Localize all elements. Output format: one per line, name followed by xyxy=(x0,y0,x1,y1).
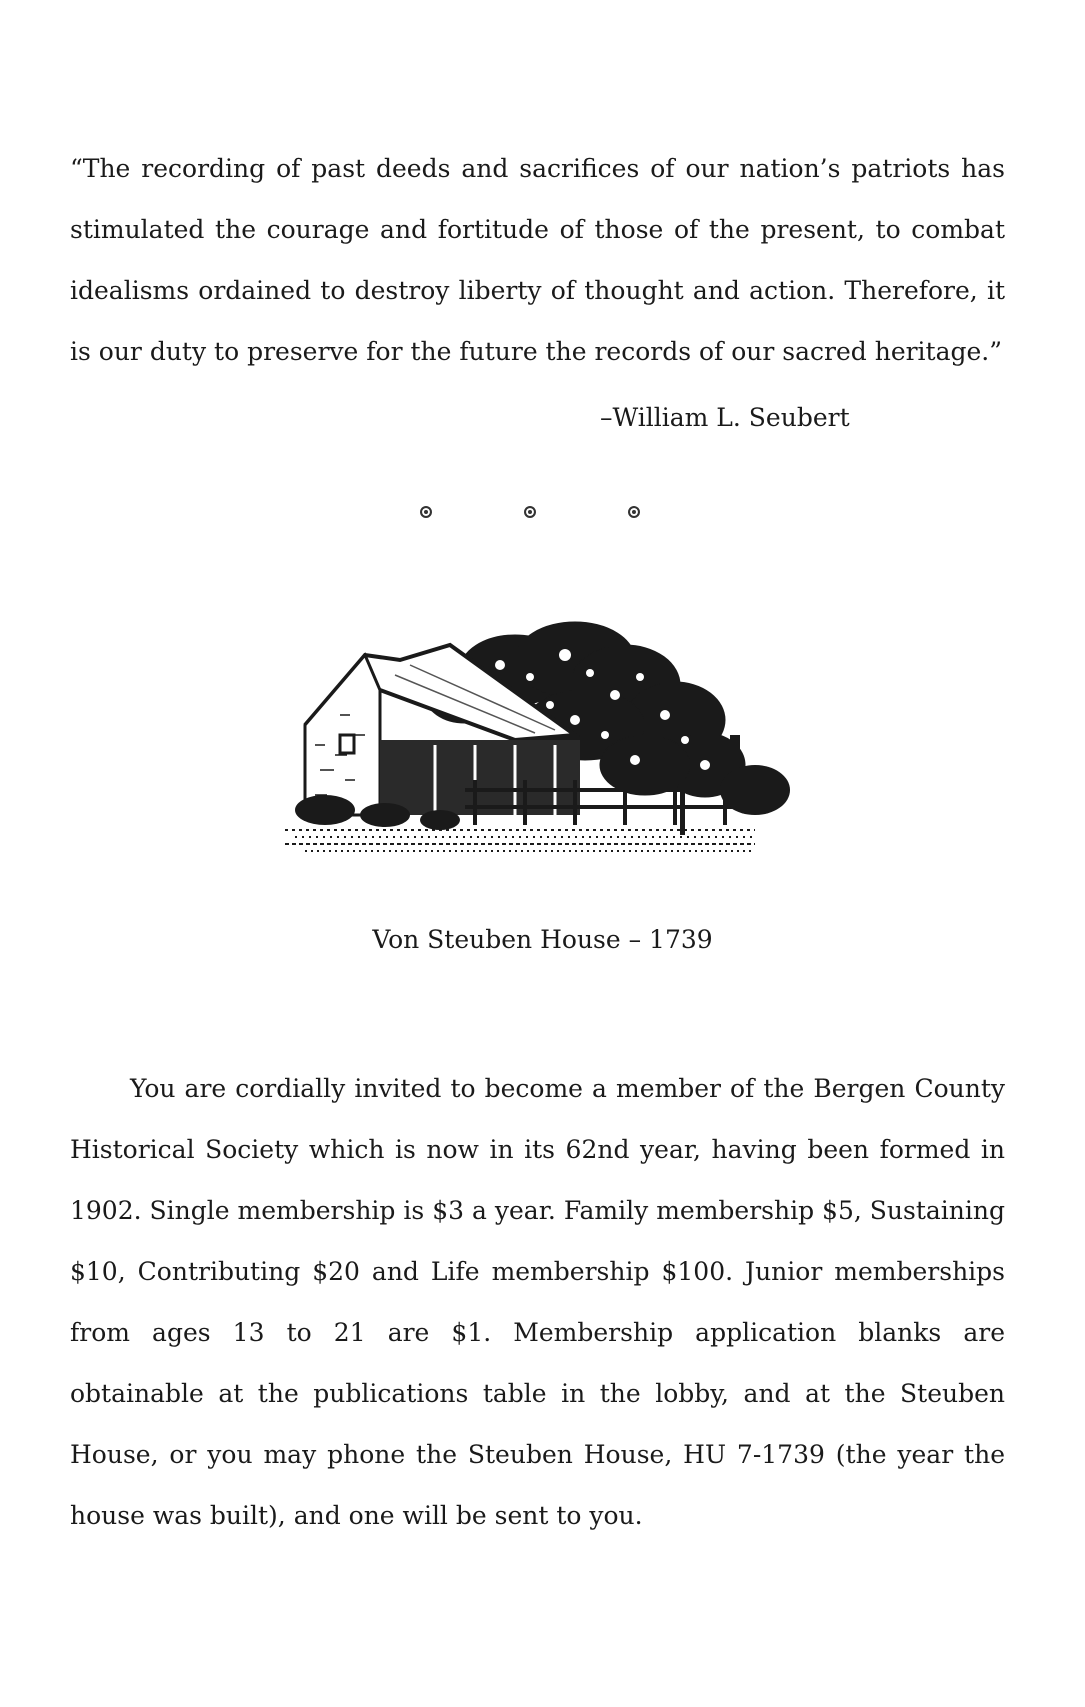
ornament-1-icon xyxy=(420,506,432,518)
house-window-1 xyxy=(340,735,354,753)
illustration-caption: Von Steuben House – 1739 xyxy=(372,925,713,954)
house-porch xyxy=(380,740,580,815)
quote-attribution: –William L. Seubert xyxy=(600,403,850,432)
ornament-divider xyxy=(420,500,640,524)
house-illustration xyxy=(285,615,805,915)
ornament-3-icon xyxy=(628,506,640,518)
ornament-2-icon xyxy=(524,506,536,518)
quote-paragraph: “The recording of past deeds and sacrifices of our nation’s patriots has stimulated the courage and fortitude of those of the present, to combat idealisms ordained to destroy liberty of thought and action. Therefore, it is our duty to preserve for the future the records of our sacred heritage.” xyxy=(70,154,1005,366)
membership-invitation-paragraph: You are cordially invited to become a member of the Bergen County Historical Society which is now in its 62nd year, having been formed in 1902. Single membership is $3 a year. Family membership $5, Sustaining $10, Contributing $20 and Life membership $100. Junior memberships from ages 13 to 21 are $1. Membership application blanks are obtainable at the publications table in the lobby, and at the Steuben House, or you may phone the Steuben House, HU 7-1739 (the year the house was built), and one will be sent to you. xyxy=(70,1074,1005,1530)
